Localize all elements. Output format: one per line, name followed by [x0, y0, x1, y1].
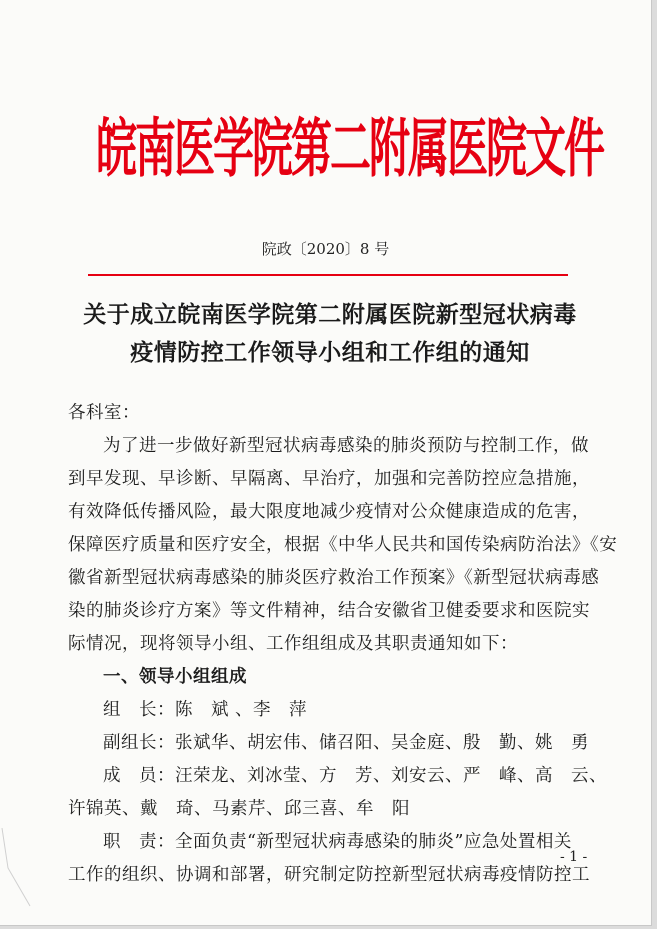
greeting: 各科室： — [68, 403, 140, 423]
deputy-leader-line: 副组长：张斌华、胡宏伟、储召阳、吴金庭、殷 勤、姚 勇 — [103, 733, 589, 753]
members-line-2: 许锦英、戴 琦、马素芹、邱三喜、牟 阳 — [68, 799, 410, 819]
header-red-rule — [88, 274, 568, 276]
document-header-title: 皖南医学院第二附属医院文件 — [96, 111, 603, 187]
paragraph-line: 为了进一步做好新型冠状病毒感染的肺炎预防与控制工作，做 — [103, 436, 589, 456]
duty-line-1: 职 责：全面负责“新型冠状病毒感染的肺炎”应急处置相关 — [103, 832, 572, 852]
page-edge-shadow — [0, 828, 60, 908]
duty-line-2: 工作的组织、协调和部署，研究制定防控新型冠状病毒疫情防控工 — [68, 865, 590, 885]
paragraph-line: 到早发现、早诊断、早隔离、早治疗，加强和完善防控应急措施， — [68, 469, 590, 489]
leader-line: 组 长：陈 斌 、李 萍 — [103, 700, 308, 720]
notice-title-line-2: 疫情防控工作领导小组和工作组的通知 — [130, 340, 530, 366]
page-number: - 1 - — [560, 849, 588, 865]
notice-title-line-1: 关于成立皖南医学院第二附属医院新型冠状病毒 — [83, 302, 577, 328]
paragraph-line: 际情况，现将领导小组、工作组组成及其职责通知如下： — [68, 634, 518, 654]
paragraph-line: 染的肺炎诊疗方案》等文件精神，结合安徽省卫健委要求和医院实 — [68, 601, 590, 621]
members-line-1: 成 员：汪荣龙、刘冰莹、方 芳、刘安云、严 峰、高 云、 — [103, 766, 607, 786]
paragraph-line: 有效降低传播风险，最大限度地减少疫情对公众健康造成的危害， — [68, 502, 590, 522]
paragraph-line: 保障医疗质量和医疗安全，根据《中华人民共和国传染病防治法》《安 — [68, 535, 618, 555]
paragraph-line: 徽省新型冠状病毒感染的肺炎医疗救治工作预案》《新型冠状病毒感 — [68, 568, 600, 588]
document-number: 院政〔2020〕8 号 — [261, 240, 390, 258]
section-heading-leadership-group: 一、领导小组组成 — [103, 667, 247, 687]
